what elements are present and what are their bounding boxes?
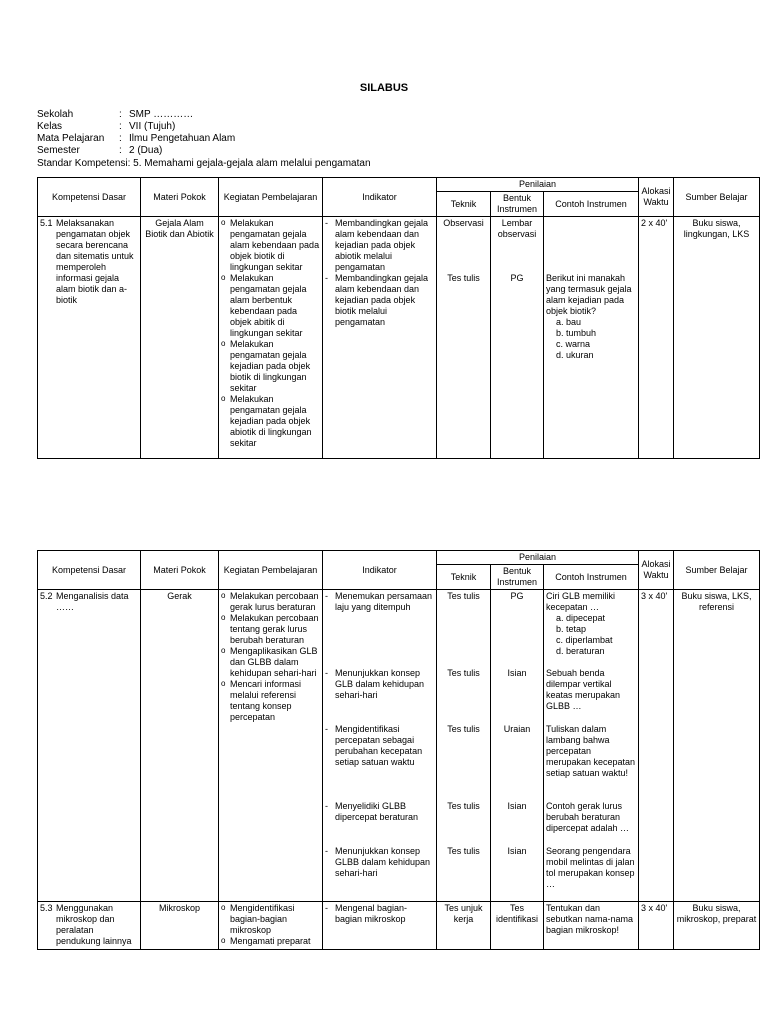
contoh-cell: Berikut ini manakah yang termasuk gejala alam kejadian pada objek biotik? a. bau b. tumbuh c. warna d. ukuran	[544, 217, 639, 459]
list-item: o Mengaplikasikan GLB dan GLBB dalam kehidupan sehari-hari	[230, 646, 320, 679]
list-item: o Mencari informasi melalui referensi tentang konsep percepatan	[230, 679, 320, 723]
header-indikator: Indikator	[323, 551, 437, 590]
header-teknik: Teknik	[437, 192, 491, 217]
kegiatan-cell	[219, 217, 323, 459]
kd-cell: 5.1 Melaksanakan pengamatan objek secara berencana dan sitematis untuk memperoleh informasi gejala alam biotik dan a-biotik	[38, 217, 141, 459]
teknik-cell: Tes unjuk kerja	[437, 902, 491, 950]
indikator-cell	[323, 217, 437, 459]
sumber-cell: Buku siswa, mikroskop, preparat	[674, 902, 760, 950]
indikator-cell	[323, 590, 437, 902]
page-title: SILABUS	[359, 82, 409, 94]
header-kd: Kompetensi Dasar	[38, 178, 141, 217]
teknik-cell: Observasi Tes tulis	[437, 217, 491, 459]
list-item: - Menemukan persamaan laju yang ditempuh	[335, 591, 434, 668]
list-item: o Melakukan pengamatan gejala alam berbentuk kebendaan pada objek abitik di lingkungan sekitar	[230, 273, 320, 339]
bentuk-cell: PG Isian Uraian Isian Isian	[491, 590, 544, 902]
sumber-cell: Buku siswa, LKS, referensi	[674, 590, 760, 902]
list-item: o Mengidentifikasi bagian-bagian mikroskop	[230, 903, 320, 936]
materi-cell: Gejala Alam Biotik dan Abiotik	[141, 217, 219, 459]
table-row	[38, 590, 760, 902]
list-item: - Menyelidiki GLBB dipercepat beraturan	[335, 801, 434, 846]
list-item: o Melakukan pengamatan gejala kejadian pada objek abiotik di lingkungan sekitar	[230, 394, 320, 449]
kegiatan-cell	[219, 902, 323, 950]
list-item: o Melakukan pengamatan gejala kejadian pada objek biotik di lingkungan sekitar	[230, 339, 320, 394]
table-row	[38, 217, 760, 459]
list-item: - Membandingkan gejala alam kebendaan dan kejadian pada objek biotik melalui pengamatan	[335, 273, 434, 328]
info-mapel: Mata Pelajaran : Ilmu Pengetahuan Alam	[37, 133, 236, 144]
contoh-cell: Tentukan dan sebutkan nama-nama bagian mikroskop!	[544, 902, 639, 950]
header-penilaian: Penilaian	[437, 178, 639, 192]
sumber-cell: Buku siswa, lingkungan, LKS	[674, 217, 760, 459]
silabus-table-2	[37, 550, 760, 950]
header-alokasi: Alokasi Waktu	[639, 178, 674, 217]
materi-cell: Mikroskop	[141, 902, 219, 950]
list-item: - Mengenal bagian-bagian mikroskop	[335, 903, 434, 925]
header-penilaian: Penilaian	[437, 551, 639, 565]
list-item: o Mengamati preparat	[230, 936, 320, 947]
standar-kompetensi: Standar Kompetensi: 5. Memahami gejala-gejala alam melalui pengamatan	[37, 158, 371, 169]
alokasi-cell: 2 x 40'	[639, 217, 674, 459]
materi-cell: Gerak	[141, 590, 219, 902]
list-item: - Membandingkan gejala alam kebendaan dan kejadian pada objek abiotik melalui pengamatan	[335, 218, 434, 273]
list-item: - Mengidentifikasi percepatan sebagai perubahan kecepatan setiap satuan waktu	[335, 724, 434, 801]
list-item: o Melakukan percobaan gerak lurus beraturan	[230, 591, 320, 613]
header-materi: Materi Pokok	[141, 178, 219, 217]
header-bentuk: Bentuk Instrumen	[491, 565, 544, 590]
header-kegiatan: Kegiatan Pembelajaran	[219, 551, 323, 590]
contoh-cell: Ciri GLB memiliki kecepatan … a. dipecepat b. tetap c. diperlambat d. beraturan Sebuah benda dilempar vertikal keatas merupakan GLBB … Tuliskan dalam lambang bahwa percepatan merupakan kecepatan setiap satuan waktu! Contoh gerak lurus berubah beraturan dipercepat adalah … Seorang pengendara mobil melintas di jalan tol merupakan konsep …	[544, 590, 639, 902]
header-sumber: Sumber Belajar	[674, 551, 760, 590]
teknik-cell: Tes tulis Tes tulis Tes tulis Tes tulis Tes tulis	[437, 590, 491, 902]
header-contoh: Contoh Instrumen	[544, 192, 639, 217]
indikator-cell	[323, 902, 437, 950]
header-alokasi: Alokasi Waktu	[639, 551, 674, 590]
list-item: - Menunjukkan konsep GLBB dalam kehidupan sehari-hari	[335, 846, 434, 879]
silabus-table-1	[37, 177, 760, 459]
alokasi-cell: 3 x 40'	[639, 590, 674, 902]
kd-cell: 5.3 Menggunakan mikroskop dan peralatan pendukung lainnya	[38, 902, 141, 950]
bentuk-cell: Tes identifikasi	[491, 902, 544, 950]
list-item: o Melakukan percobaan tentang gerak lurus berubah beraturan	[230, 613, 320, 646]
header-kd: Kompetensi Dasar	[38, 551, 141, 590]
info-sekolah: Sekolah : SMP …………	[37, 109, 194, 120]
list-item: o Melakukan pengamatan gejala alam kebendaan pada objek biotik di lingkungan sekitar	[230, 218, 320, 273]
info-block	[37, 109, 235, 157]
header-indikator: Indikator	[323, 178, 437, 217]
alokasi-cell: 3 x 40'	[639, 902, 674, 950]
kegiatan-cell	[219, 590, 323, 902]
header-sumber: Sumber Belajar	[674, 178, 760, 217]
header-teknik: Teknik	[437, 565, 491, 590]
kd-cell: 5.2 Menganalisis data ……	[38, 590, 141, 902]
info-kelas: Kelas : VII (Tujuh)	[37, 121, 176, 132]
list-item: - Menunjukkan konsep GLB dalam kehidupan sehari-hari	[335, 668, 434, 724]
info-semester: Semester : 2 (Dua)	[37, 145, 163, 156]
header-materi: Materi Pokok	[141, 551, 219, 590]
bentuk-cell: Lembar observasi PG	[491, 217, 544, 459]
header-kegiatan: Kegiatan Pembelajaran	[219, 178, 323, 217]
table-row	[38, 902, 760, 950]
header-contoh: Contoh Instrumen	[544, 565, 639, 590]
header-bentuk: Bentuk Instrumen	[491, 192, 544, 217]
